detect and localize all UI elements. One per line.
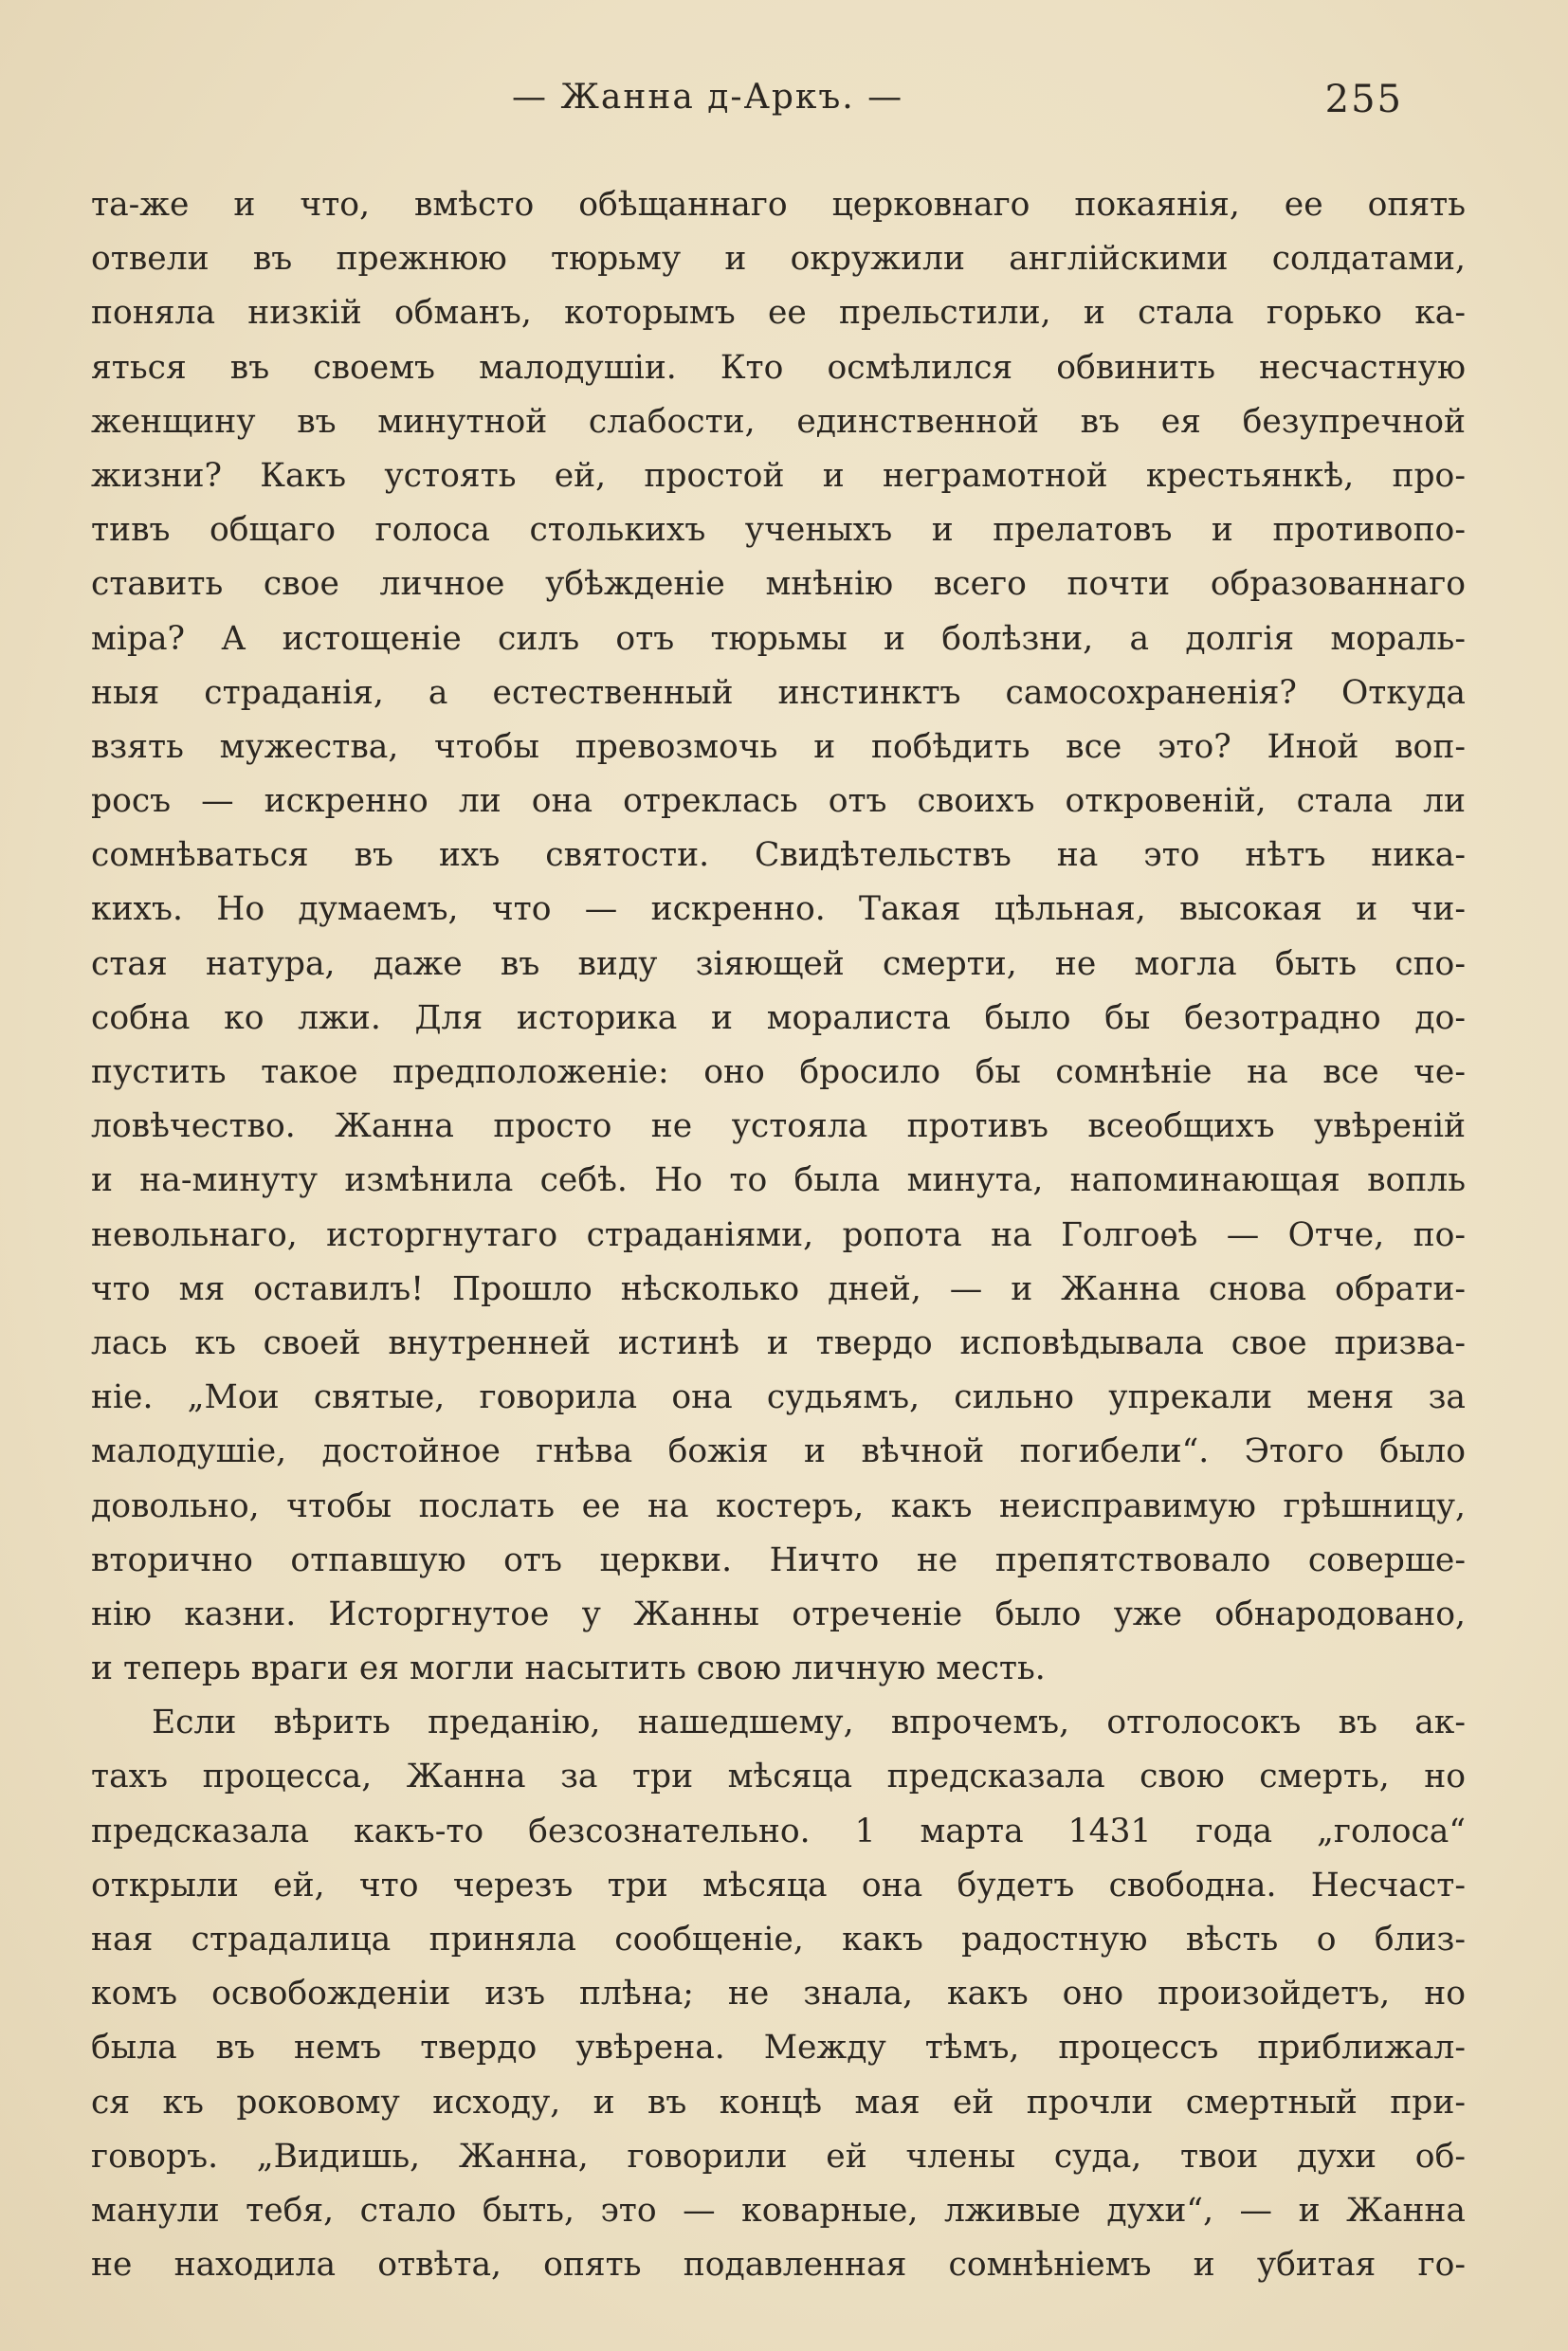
text-line: міра? А истощеніе силъ отъ тюрьмы и болѣзни, а долгія мораль- [91, 619, 1466, 658]
text-line: лась къ своей внутренней истинѣ и твердо исповѣдывала свое призва- [91, 1323, 1466, 1362]
text-line: ловѣчество. Жанна просто не устояла противъ всеобщихъ увѣреній [91, 1107, 1466, 1146]
text-line: собна ко лжи. Для историка и моралиста было бы безотрадно до- [91, 998, 1466, 1037]
text-line: сомнѣваться въ ихъ святости. Свидѣтельствъ на это нѣтъ ника- [91, 836, 1466, 875]
text-line: и на-минуту измѣнила себѣ. Но то была минута, напоминающая вопль [91, 1161, 1466, 1200]
text-line: ныя страданія, а естественный инстинктъ самосохраненія? Откуда [91, 673, 1466, 712]
text-line: отвели въ прежнюю тюрьму и окружили англійскими солдатами, [91, 240, 1466, 279]
text-line: вторично отпавшую отъ церкви. Ничто не препятствовало соверше- [91, 1540, 1466, 1579]
text-line: что мя оставилъ! Прошло нѣсколько дней, — и Жанна снова обрати- [91, 1269, 1466, 1308]
text-line: невольнаго, исторгнутаго страданіями, ропота на Голгоѳѣ — Отче, по- [91, 1215, 1466, 1254]
text-line: ная страдалица приняла сообщеніе, какъ радостную вѣсть о близ- [91, 1921, 1466, 1959]
text-line: взять мужества, чтобы превозмочь и побѣдить все это? Иной воп- [91, 727, 1466, 766]
text-line: открыли ей, что черезъ три мѣсяца она будетъ свободна. Несчаст- [91, 1866, 1466, 1904]
text-line: нію казни. Исторгнутое у Жанны отреченіе было уже обнародовано, [91, 1595, 1466, 1633]
text-line: росъ — искренно ли она отреклась отъ своихъ откровеній, стала ли [91, 782, 1466, 821]
running-title: — Жанна д-Аркъ. — [512, 78, 904, 117]
text-line: была въ немъ твердо увѣрена. Между тѣмъ, процессъ приближал- [91, 2029, 1466, 2068]
text-line: не находила отвѣта, опять подавленная сомнѣніемъ и убитая го- [91, 2246, 1466, 2285]
text-line: и теперь враги ея могли насытить свою личную месть. [91, 1649, 1046, 1688]
text-line: жизни? Какъ устоять ей, простой и неграмотной крестьянкѣ, про- [91, 456, 1466, 495]
text-line: ставить свое личное убѣжденіе мнѣнію всего почти образованнаго [91, 565, 1466, 604]
text-line: стая натура, даже въ виду зіяющей смерти, не могла быть спо- [91, 944, 1466, 983]
text-line: говоръ. „Видишь, Жанна, говорили ей члены суда, твои духи об- [91, 2137, 1466, 2176]
text-line: тахъ процесса, Жанна за три мѣсяца предсказала свою смерть, но [91, 1758, 1466, 1796]
body-text [91, 178, 1466, 2292]
text-line: кихъ. Но думаемъ, что — искренно. Такая цѣльная, высокая и чи- [91, 890, 1466, 929]
page-header [512, 78, 1403, 135]
page-number: 255 [1324, 78, 1403, 121]
text-line: манули тебя, стало быть, это — коварные, лживые духи“, — и Жанна [91, 2191, 1466, 2230]
text-line: яться въ своемъ малодушіи. Кто осмѣлился обвинить несчастную [91, 348, 1466, 387]
text-line: предсказала какъ-то безсознательно. 1 марта 1431 года „голоса“ [91, 1812, 1466, 1850]
text-line: малодушіе, достойное гнѣва божія и вѣчной погибели“. Этого было [91, 1432, 1466, 1471]
text-line: Если вѣрить преданію, нашедшему, впрочемъ, отголосокъ въ ак- [152, 1704, 1466, 1742]
text-line: пустить такое предположеніе: оно бросило бы сомнѣніе на все че- [91, 1053, 1466, 1091]
text-line: та-же и что, вмѣсто обѣщаннаго церковнаго покаянія, ее опять [91, 186, 1466, 224]
text-line: поняла низкій обманъ, которымъ ее прельстили, и стала горько ка- [91, 294, 1466, 333]
text-line: женщину въ минутной слабости, единственной въ ея безупречной [91, 402, 1466, 441]
text-line: ся къ роковому исходу, и въ концѣ мая ей прочли смертный при- [91, 2083, 1466, 2122]
text-line: тивъ общаго голоса столькихъ ученыхъ и прелатовъ и противопо- [91, 511, 1466, 550]
text-line: довольно, чтобы послать ее на костеръ, какъ неисправимую грѣшницу, [91, 1486, 1466, 1525]
text-line: комъ освобожденіи изъ плѣна; не знала, какъ оно произойдетъ, но [91, 1975, 1466, 2014]
text-line: ніе. „Мои святые, говорила она судьямъ, сильно упрекали меня за [91, 1378, 1466, 1417]
